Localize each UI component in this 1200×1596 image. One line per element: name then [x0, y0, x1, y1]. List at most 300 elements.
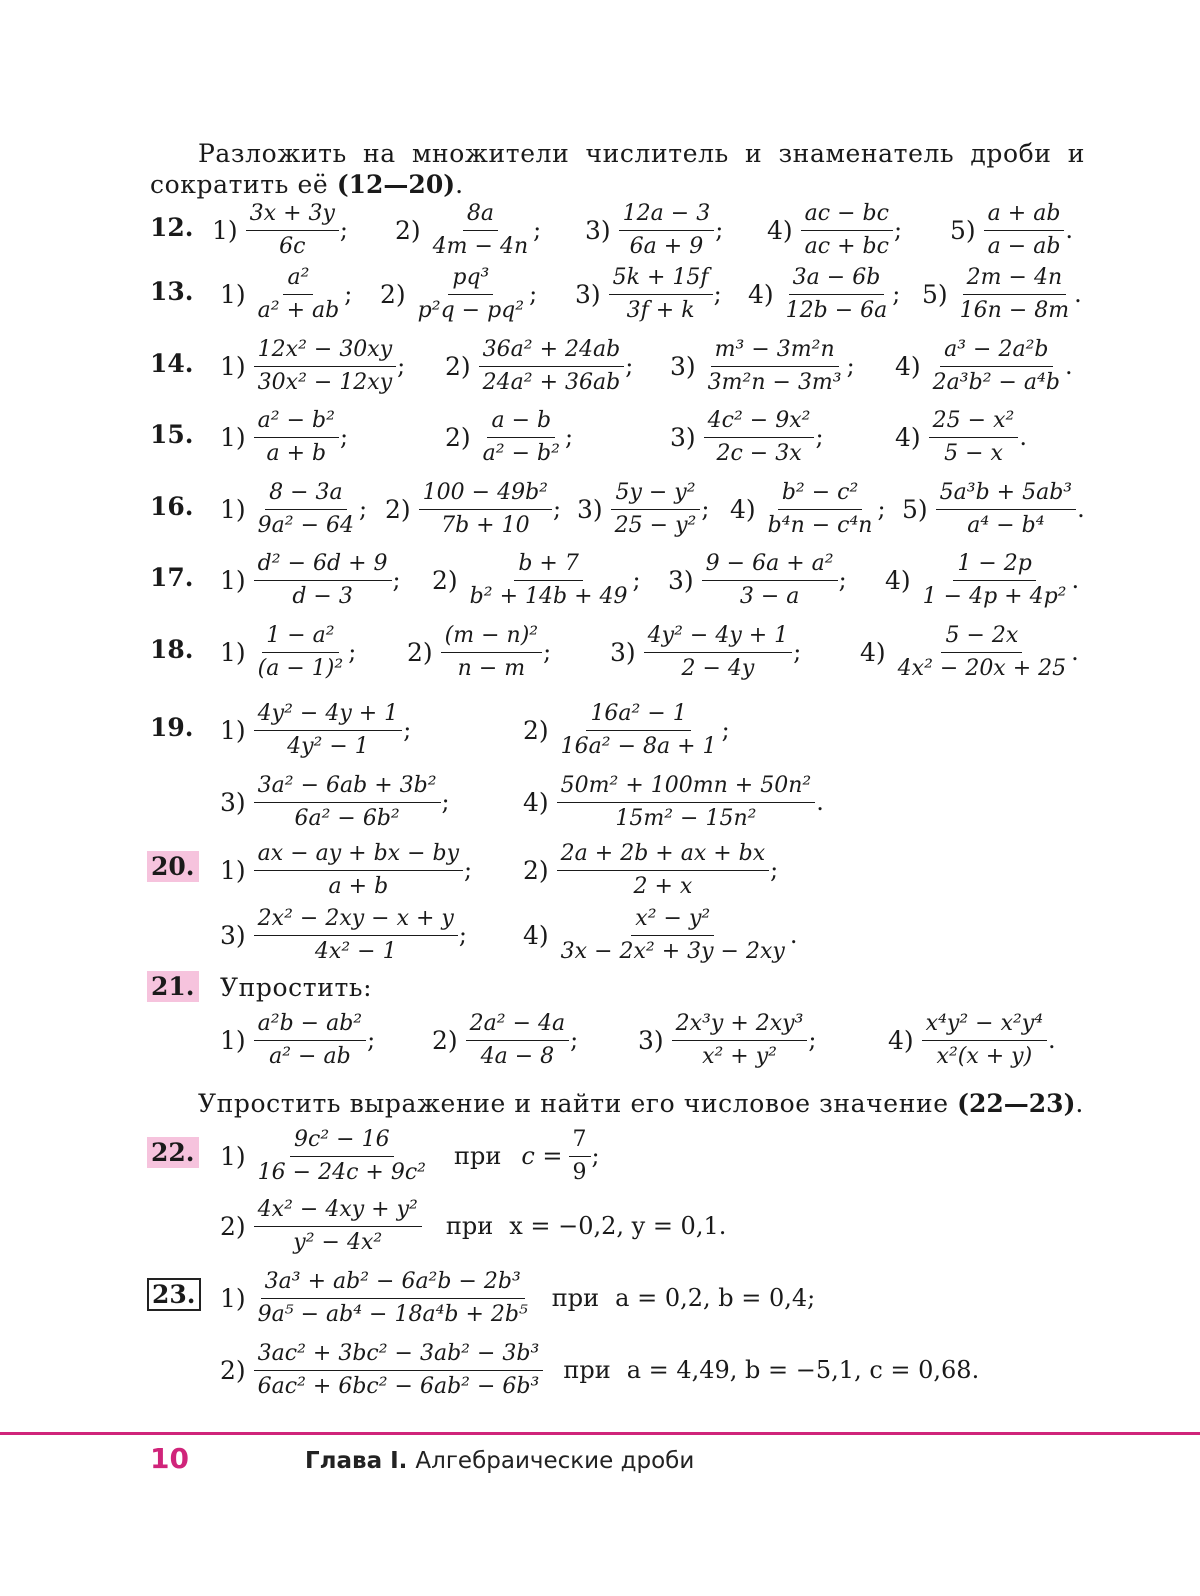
punctuation: ;	[793, 638, 802, 666]
instruction-end: .	[455, 170, 464, 199]
item-label: 4)	[730, 494, 756, 524]
fraction	[254, 700, 403, 761]
fraction	[609, 264, 713, 325]
numerator: b² − c²	[778, 479, 862, 510]
denominator: 15m² − 15n²	[615, 805, 757, 831]
item-label: 4)	[860, 637, 886, 667]
denominator: 30x² − 12xy	[257, 369, 393, 395]
numerator: 5 − 2x	[941, 622, 1022, 653]
punctuation: ;	[458, 921, 467, 949]
exercise-item	[445, 405, 573, 469]
exercise-item	[220, 405, 348, 469]
numerator: 8a	[463, 200, 498, 231]
problem-number: 18.	[150, 635, 194, 664]
exercise-item	[922, 262, 1082, 326]
exercise-item	[220, 1266, 815, 1330]
punctuation: .	[789, 921, 798, 949]
exercise-item	[523, 838, 778, 902]
item-label: 1)	[220, 715, 246, 745]
denominator: 12b − 6a	[785, 297, 888, 323]
punctuation: .	[1071, 638, 1079, 666]
item-label: 1)	[220, 422, 246, 452]
denominator: 3f + k	[626, 297, 695, 323]
fraction	[254, 1340, 544, 1401]
instruction-range: (22—23)	[957, 1089, 1076, 1118]
fraction	[557, 700, 721, 761]
item-label: 2)	[220, 1211, 246, 1241]
punctuation: .	[1074, 280, 1082, 308]
numerator: 5y − y²	[611, 479, 699, 510]
numerator: 2x³y + 2xy³	[672, 1010, 808, 1041]
item-label: 2)	[385, 494, 411, 524]
fraction	[254, 622, 348, 683]
denominator: 6c	[279, 233, 306, 259]
numerator: ax − ay + bx − by	[254, 840, 463, 871]
item-label: 3)	[670, 351, 696, 381]
fraction	[644, 622, 793, 683]
denominator: 3 − a	[739, 583, 800, 609]
item-label: 1)	[220, 351, 246, 381]
item-label: 1)	[220, 1283, 246, 1313]
exercise-item	[220, 1008, 375, 1072]
denominator: 1 − 4p + 4p²	[922, 583, 1067, 609]
exercise-item	[220, 1338, 979, 1402]
item-label: 4)	[885, 565, 911, 595]
denominator: 24a² + 36ab	[482, 369, 621, 395]
denominator: 4x² − 20x + 25	[897, 655, 1067, 681]
exercise-item	[432, 1008, 578, 1072]
item-label: 2)	[380, 279, 406, 309]
denominator: p²q − pq²	[417, 297, 525, 323]
problem-number: 12.	[150, 213, 194, 242]
punctuation: ;	[392, 566, 401, 594]
instruction-simplify-evaluate	[150, 1088, 1085, 1119]
numerator: a − b	[487, 407, 555, 438]
item-label: 3)	[575, 279, 601, 309]
instruction-factor	[150, 138, 1085, 200]
denominator: 9a² − 64	[257, 512, 355, 538]
exercise-item	[748, 262, 900, 326]
punctuation: ;	[570, 1026, 579, 1054]
fraction	[672, 1010, 808, 1071]
item-label: 1)	[220, 565, 246, 595]
punctuation: ;	[701, 495, 710, 523]
fraction	[704, 407, 815, 468]
fraction	[611, 479, 701, 540]
item-label: 5)	[902, 494, 928, 524]
numerator: 4x² − 4xy + y²	[254, 1196, 422, 1227]
exercise-item	[577, 477, 709, 541]
punctuation: .	[1077, 495, 1085, 523]
punctuation: ;	[529, 280, 538, 308]
item-label: 2)	[432, 1025, 458, 1055]
numerator: (m − n)²	[441, 622, 542, 653]
condition-variable: c =	[521, 1142, 563, 1170]
item-label: 2)	[523, 855, 549, 885]
exercise-item	[585, 198, 723, 262]
fraction	[254, 1196, 422, 1257]
exercise-item	[610, 620, 801, 684]
item-label: 2)	[445, 422, 471, 452]
condition-word: при	[563, 1356, 611, 1384]
numerator: 9 − 6a + a²	[702, 550, 838, 581]
exercise-item	[220, 262, 352, 326]
instruction-end: .	[1075, 1089, 1084, 1118]
denominator: n − m	[457, 655, 526, 681]
fraction	[254, 840, 463, 901]
numerator: pq³	[448, 264, 493, 295]
exercise-item	[730, 477, 886, 541]
punctuation: ;	[808, 1026, 817, 1054]
denominator: 2a³b² − a⁴b	[932, 369, 1060, 395]
exercise-item	[220, 770, 450, 834]
exercise-item	[950, 198, 1073, 262]
numerator: 16a² − 1	[586, 700, 690, 731]
simplify-heading: Упростить:	[220, 973, 373, 1002]
denominator: 9	[572, 1159, 587, 1185]
punctuation: ;	[632, 566, 641, 594]
denominator: 16 − 24c + 9c²	[257, 1159, 426, 1185]
footer-divider	[0, 1432, 1200, 1435]
fraction	[984, 200, 1065, 261]
denominator: a + b	[266, 440, 327, 466]
numerator: 2x² − 2xy − x + y	[254, 905, 458, 936]
exercise-item	[407, 620, 551, 684]
item-label: 2)	[407, 637, 433, 667]
exercise-item	[885, 548, 1079, 612]
item-label: 4)	[888, 1025, 914, 1055]
denominator: 7b + 10	[441, 512, 530, 538]
denominator: 6a + 9	[629, 233, 704, 259]
fraction	[919, 550, 1071, 611]
punctuation: ;	[339, 216, 349, 244]
denominator: ac + bc	[804, 233, 889, 259]
numerator: 25 − x²	[929, 407, 1019, 438]
numerator: ac − bc	[801, 200, 893, 231]
punctuation: .	[1064, 352, 1073, 380]
denominator: 4a − 8	[480, 1043, 555, 1069]
item-label: 2)	[445, 351, 471, 381]
punctuation: ;	[348, 638, 357, 666]
punctuation: ;	[441, 788, 450, 816]
denominator: a² + ab	[257, 297, 340, 323]
item-label: 3)	[220, 920, 246, 950]
denominator: 16a² − 8a + 1	[560, 733, 717, 759]
item-label: 3)	[610, 637, 636, 667]
numerator: 4c² − 9x²	[704, 407, 815, 438]
numerator: a² − b²	[254, 407, 339, 438]
numerator: 5a³b + 5ab³	[936, 479, 1076, 510]
fraction	[956, 264, 1073, 325]
item-label: 1)	[212, 215, 238, 245]
numerator: 12a − 3	[619, 200, 715, 231]
fraction	[466, 550, 632, 611]
condition-values: a = 0,2, b = 0,4;	[615, 1284, 816, 1312]
exercise-item	[523, 770, 824, 834]
item-label: 3)	[668, 565, 694, 595]
item-label: 1)	[220, 637, 246, 667]
numerator: 9c² − 16	[290, 1126, 394, 1157]
denominator: 4x² − 1	[314, 938, 397, 964]
problem-number: 13.	[150, 277, 194, 306]
exercise-item	[445, 334, 633, 398]
denominator: a⁴ − b⁴	[967, 512, 1045, 538]
punctuation: ;	[464, 856, 473, 884]
exercise-item	[395, 198, 541, 262]
item-label: 2)	[395, 215, 421, 245]
punctuation: ;	[770, 856, 779, 884]
denominator: a² − b²	[482, 440, 560, 466]
instruction-range: (12—20)	[336, 170, 456, 199]
numerator: 2a² − 4a	[466, 1010, 569, 1041]
item-label: 2)	[220, 1355, 246, 1385]
fraction	[441, 622, 542, 683]
fraction	[929, 336, 1064, 397]
chapter-title	[305, 1448, 694, 1474]
punctuation: ;	[892, 280, 901, 308]
fraction	[479, 407, 564, 468]
condition-word: при	[445, 1212, 494, 1240]
denominator: y² − 4x²	[293, 1229, 383, 1255]
denominator: 6ac² + 6bc² − 6ab² − 6b³	[257, 1373, 540, 1399]
punctuation: ;	[339, 423, 349, 451]
fraction	[254, 264, 344, 325]
item-label: 3)	[577, 494, 603, 524]
fraction	[414, 264, 528, 325]
item-label: 5)	[950, 215, 976, 245]
punctuation: ;	[591, 1142, 600, 1170]
punctuation: ;	[533, 216, 542, 244]
item-label: 2)	[523, 715, 549, 745]
exercise-item	[902, 477, 1085, 541]
fraction	[557, 905, 789, 966]
item-label: 4)	[895, 422, 921, 452]
numerator: 7	[569, 1126, 591, 1157]
item-label: 3)	[220, 787, 246, 817]
denominator: 3m²n − 3m³	[707, 369, 842, 395]
denominator: 6a² − 6b²	[294, 805, 400, 831]
fraction	[254, 336, 396, 397]
punctuation: ;	[713, 280, 722, 308]
item-label: 1)	[220, 855, 246, 885]
numerator: 3ac² + 3bc² − 3ab² − 3b³	[254, 1340, 544, 1371]
page-number: 10	[150, 1442, 189, 1475]
punctuation: ;	[359, 495, 368, 523]
numerator: 3a³ + ab² − 6a²b − 2b³	[261, 1268, 525, 1299]
numerator: 4y² − 4y + 1	[254, 700, 403, 731]
numerator: d² − 6d + 9	[254, 550, 392, 581]
numerator: 3x + 3y	[246, 200, 339, 231]
item-label: 5)	[922, 279, 948, 309]
exercise-item	[220, 698, 411, 762]
numerator: 50m² + 100mn + 50n²	[557, 772, 816, 803]
fraction	[246, 200, 339, 261]
fraction	[254, 479, 358, 540]
fraction	[894, 622, 1070, 683]
numerator: m³ − 3m²n	[711, 336, 839, 367]
numerator: 1 − 2p	[953, 550, 1036, 581]
exercise-item	[385, 477, 561, 541]
item-label: 1)	[220, 494, 246, 524]
numerator: 4y² − 4y + 1	[644, 622, 793, 653]
punctuation: ;	[715, 216, 724, 244]
item-label: 4)	[748, 279, 774, 309]
exercise-item	[888, 1008, 1056, 1072]
item-label: 1)	[220, 279, 246, 309]
punctuation: ;	[893, 216, 903, 244]
numerator: 2m − 4n	[963, 264, 1066, 295]
exercise-item	[767, 198, 902, 262]
condition-values: x = −0,2, y = 0,1.	[509, 1212, 727, 1240]
denominator: a − ab	[987, 233, 1061, 259]
denominator: 2c − 3x	[716, 440, 802, 466]
fraction	[929, 407, 1019, 468]
fraction	[922, 1010, 1047, 1071]
punctuation: .	[1019, 423, 1027, 451]
punctuation: .	[1071, 566, 1080, 594]
exercise-item	[220, 477, 367, 541]
fraction	[419, 479, 552, 540]
punctuation: ;	[344, 280, 353, 308]
numerator: a³ − 2a²b	[940, 336, 1052, 367]
problem-number: 21.	[147, 971, 199, 1002]
denominator: 9a⁵ − ab⁴ − 18a⁴b + 2b⁵	[257, 1301, 528, 1327]
fraction	[557, 772, 816, 833]
item-label: 4)	[767, 215, 793, 245]
condition-values: a = 4,49, b = −5,1, c = 0,68.	[626, 1356, 980, 1384]
denominator: d − 3	[292, 583, 353, 609]
punctuation: ;	[397, 352, 406, 380]
exercise-item	[523, 698, 730, 762]
fraction	[704, 336, 846, 397]
instruction-text: Разложить на множители числитель и знаменатель дроби и сократить её	[150, 139, 1085, 199]
fraction	[801, 200, 893, 261]
problem-number: 22.	[147, 1137, 199, 1168]
fraction	[557, 840, 769, 901]
punctuation: .	[1065, 216, 1074, 244]
problem-number: 17.	[150, 563, 194, 592]
punctuation: ;	[552, 495, 562, 523]
numerator: 3a − 6b	[789, 264, 885, 295]
numerator: x² − y²	[631, 905, 714, 936]
exercise-item	[895, 334, 1073, 398]
denominator: 2 − 4y	[681, 655, 755, 681]
fraction	[254, 905, 458, 966]
denominator: 5 − x	[944, 440, 1003, 466]
problem-number: 20.	[147, 851, 199, 882]
numerator: a²	[283, 264, 313, 295]
punctuation: ;	[721, 716, 730, 744]
item-label: 4)	[895, 351, 921, 381]
numerator: 2a + 2b + ax + bx	[557, 840, 769, 871]
item-label: 4)	[523, 787, 549, 817]
condition-word: при	[453, 1142, 502, 1170]
exercise-item	[212, 198, 348, 262]
exercise-item	[220, 838, 472, 902]
problem-number: 16.	[150, 492, 194, 521]
punctuation: ;	[403, 716, 412, 744]
fraction	[254, 550, 392, 611]
denominator: a + b	[328, 873, 389, 899]
exercise-item	[668, 548, 847, 612]
item-label: 1)	[220, 1141, 246, 1171]
numerator: 8 − 3a	[265, 479, 347, 510]
condition-fraction	[569, 1126, 591, 1187]
fraction	[782, 264, 892, 325]
denominator: (a − 1)²	[257, 655, 344, 681]
item-label: 3)	[638, 1025, 664, 1055]
exercise-item	[220, 1194, 726, 1258]
punctuation: ;	[625, 352, 634, 380]
item-label: 2)	[432, 565, 458, 595]
chapter-name: Алгебраические дроби	[415, 1448, 695, 1474]
instruction-text: Упростить выражение и найти его числовое значение	[198, 1089, 958, 1118]
denominator: b² + 14b + 49	[469, 583, 628, 609]
exercise-item	[432, 548, 641, 612]
problem-number: 19.	[150, 713, 194, 742]
item-label: 4)	[523, 920, 549, 950]
fraction	[254, 1268, 532, 1329]
exercise-item	[638, 1008, 817, 1072]
fraction	[254, 1126, 430, 1187]
condition-word: при	[551, 1284, 600, 1312]
punctuation: .	[816, 788, 824, 816]
fraction	[254, 407, 339, 468]
problem-number: 23.	[147, 1278, 201, 1311]
numerator: x⁴y² − x²y⁴	[922, 1010, 1047, 1041]
fraction	[429, 200, 532, 261]
fraction	[764, 479, 877, 540]
denominator: 2 + x	[633, 873, 693, 899]
fraction	[254, 772, 441, 833]
fraction	[466, 1010, 569, 1071]
fraction	[254, 1010, 366, 1071]
fraction	[702, 550, 838, 611]
punctuation: ;	[815, 423, 824, 451]
denominator: 4m − 4n	[432, 233, 529, 259]
exercise-item	[220, 334, 405, 398]
numerator: 5k + 15f	[609, 264, 713, 295]
numerator: 100 − 49b²	[419, 479, 552, 510]
exercise-item	[895, 405, 1027, 469]
punctuation: ;	[543, 638, 552, 666]
exercise-item	[575, 262, 722, 326]
chapter-label: Глава I.	[305, 1448, 408, 1474]
exercise-item	[670, 405, 824, 469]
numerator: 1 − a²	[262, 622, 338, 653]
denominator: a² − ab	[269, 1043, 351, 1069]
denominator: x²(x + y)	[936, 1043, 1033, 1069]
exercise-item	[220, 620, 356, 684]
exercise-item	[523, 903, 797, 967]
exercise-item	[220, 903, 467, 967]
item-label: 3)	[585, 215, 611, 245]
fraction	[936, 479, 1076, 540]
fraction	[479, 336, 625, 397]
exercise-item	[220, 548, 401, 612]
numerator: b + 7	[514, 550, 583, 581]
punctuation: ;	[846, 352, 855, 380]
numerator: 3a² − 6ab + 3b²	[254, 772, 441, 803]
punctuation: ;	[838, 566, 847, 594]
denominator: x² + y²	[702, 1043, 777, 1069]
punctuation: .	[1048, 1026, 1056, 1054]
numerator: a + ab	[984, 200, 1065, 231]
numerator: a²b − ab²	[254, 1010, 366, 1041]
numerator: 12x² − 30xy	[254, 336, 396, 367]
fraction	[619, 200, 715, 261]
denominator: 4y² − 1	[287, 733, 369, 759]
